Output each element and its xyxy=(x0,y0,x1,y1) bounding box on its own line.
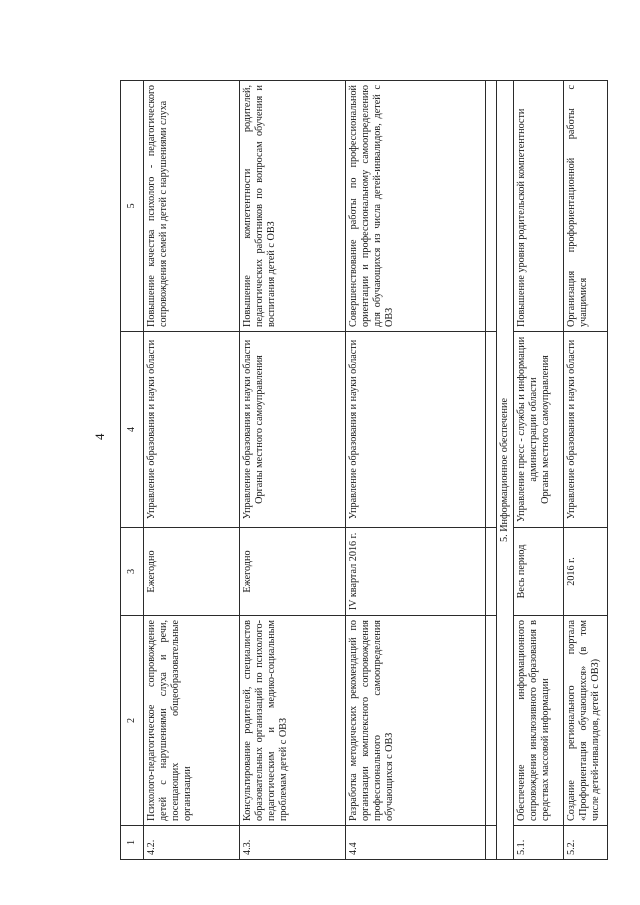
table-spacer-row xyxy=(486,81,497,860)
measures-table xyxy=(120,80,608,860)
row-number: 4.4 xyxy=(346,826,486,860)
table-row xyxy=(346,81,486,860)
responsible-line: Управление образования и науки области xyxy=(348,339,359,520)
responsible-line: Управление пресс - службы и информации администрации области xyxy=(516,336,540,523)
activity-cell: Обеспечение информационного сопровождения инклюзивного образования в средствах массовой информации xyxy=(514,616,564,826)
responsible-line: Органы местного самоуправления xyxy=(254,355,266,504)
column-header: 2 xyxy=(121,616,144,826)
table-row xyxy=(514,81,564,860)
result-cell: Повышение качества психолого - педагогического сопровождения семей и детей с нарушениями слуха xyxy=(144,81,240,332)
row-number: 4.3. xyxy=(240,826,346,860)
activity-cell: Создание регионального портала «Профориентация обучающихся» (в том числе детей-инвалидов, детей с ОВЗ) xyxy=(564,616,608,826)
table-row xyxy=(240,81,346,860)
term-cell: IV квартал 2016 г. xyxy=(346,528,486,616)
page-number: 4 xyxy=(92,433,107,440)
responsible-line: Управление образования и науки области xyxy=(566,339,578,520)
column-header: 5 xyxy=(121,81,144,332)
column-header: 3 xyxy=(121,528,144,616)
result-cell: Повышение компетентности родителей, педагогических работников по вопросам обучения и воспитания детей с ОВЗ xyxy=(240,81,346,332)
term-cell: 2016 г. xyxy=(564,528,608,616)
rotated-table-container xyxy=(120,80,610,860)
result-cell: Организация профориентационной работы с учащимися xyxy=(564,81,608,332)
activity-cell: Консультирование родителей, специалистов образовательных организаций по психолого-педагогическим и медико-социальным проблемам детей с ОВЗ xyxy=(240,616,346,826)
responsible-cell xyxy=(564,332,608,528)
column-header: 1 xyxy=(121,826,144,860)
responsible-line: Управление образования и науки области xyxy=(146,339,157,520)
result-cell: Повышение уровня родительской компетентности xyxy=(514,81,564,332)
table-row xyxy=(564,81,608,860)
table-header-row xyxy=(121,81,144,860)
row-number: 4.2. xyxy=(144,826,240,860)
term-cell: Ежегодно xyxy=(144,528,240,616)
section-title: 5. Информационное обеспечение xyxy=(497,81,514,860)
result-cell: Совершенствование работы по профессиональной ориентации и профессиональному самоопределению для обучающихся из числа детей-инвалидов, детей с ОВЗ xyxy=(346,81,486,332)
responsible-cell xyxy=(514,332,564,528)
section-row xyxy=(497,81,514,860)
row-number: 5.1. xyxy=(514,826,564,860)
term-cell: Весь период xyxy=(514,528,564,616)
term-cell: Ежегодно xyxy=(240,528,346,616)
responsible-line: Управление образования и науки области xyxy=(242,339,253,520)
activity-cell: Психолого-педагогическое сопровождение детей с нарушениями слуха и речи, посещающих общеобразовательные организации xyxy=(144,616,240,826)
row-number: 5.2. xyxy=(564,826,608,860)
responsible-cell xyxy=(240,332,346,528)
responsible-line: Органы местного самоуправления xyxy=(540,355,552,504)
activity-cell: Разработка методических рекомендаций по организации комплексного сопровождения профессионального самоопределения обучающихся с ОВЗ xyxy=(346,616,486,826)
column-header: 4 xyxy=(121,332,144,528)
table-row xyxy=(144,81,240,860)
responsible-cell xyxy=(144,332,240,528)
responsible-cell xyxy=(346,332,486,528)
